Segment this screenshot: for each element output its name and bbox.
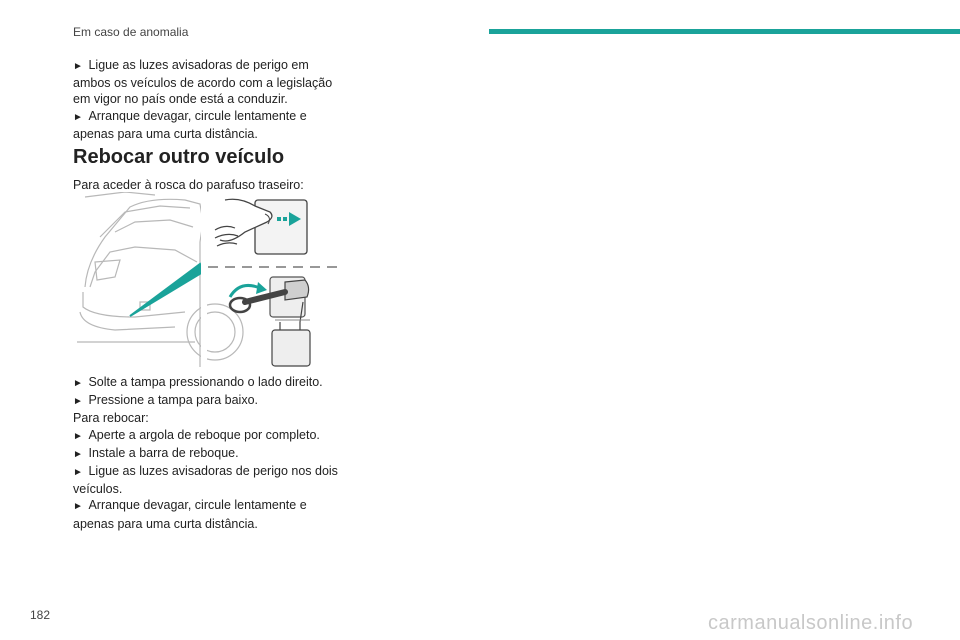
step-drive-slowly: ► Arranque devagar, circule lentamente e apenas para uma curta distância. — [73, 497, 343, 531]
tow-eye-icon — [230, 277, 309, 317]
watermark-link[interactable]: carmanualsonline.info — [708, 612, 914, 634]
intro-text — [73, 57, 343, 142]
header-accent-bar — [489, 29, 960, 34]
step-press-cover: ► Pressione a tampa para baixo. — [73, 392, 343, 410]
car-rear-icon — [77, 192, 243, 367]
section-title: Rebocar outro veículo — [73, 146, 285, 168]
intro-bullet-1: ► Ligue as luzes avisadoras de perigo em ambos os veículos de acordo com a legislação em vigor no país onde está a conduzir. — [73, 57, 343, 108]
hand-press-icon — [215, 199, 307, 254]
towing-steps — [73, 374, 343, 532]
step-release-cover: ► Solte a tampa pressionando o lado direito. — [73, 374, 343, 392]
section-subtitle: Para aceder à rosca do parafuso traseiro: — [73, 178, 304, 192]
intro-bullet-2: ► Arranque devagar, circule lentamente e apenas para uma curta distância. — [73, 108, 343, 142]
section-header: Em caso de anomalia — [73, 25, 189, 39]
step-install-bar: ► Instale a barra de reboque. — [73, 445, 343, 463]
step-hazard-lights: ► Ligue as luzes avisadoras de perigo nos dois veículos. — [73, 463, 343, 497]
page-number: 182 — [30, 608, 51, 622]
towing-label: Para rebocar: — [73, 411, 149, 426]
towing-illustration — [75, 192, 337, 370]
step-tighten-eye: ► Aperte a argola de reboque por completo. — [73, 427, 343, 445]
